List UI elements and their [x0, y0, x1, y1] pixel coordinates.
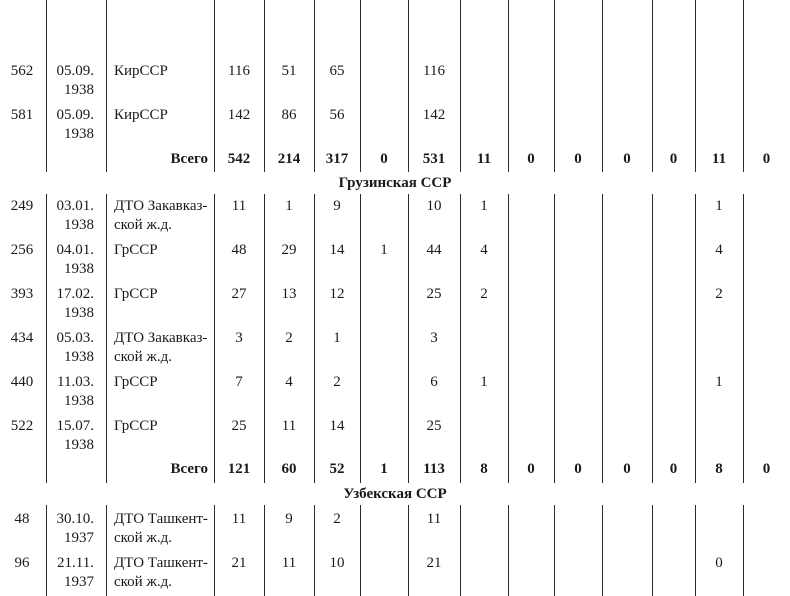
doc-date: 17.02. — [56, 286, 94, 302]
organization: КирССР — [114, 107, 168, 123]
count-cell: 3 — [235, 330, 243, 346]
organization: ДТО Ташкент- — [114, 555, 208, 571]
doc-date: 11.03. — [57, 374, 94, 390]
organization: ДТО Закавказ- — [114, 198, 208, 214]
count-cell: 12 — [329, 286, 345, 302]
total-cell: 317 — [325, 151, 349, 167]
organization: ской ж.д. — [114, 530, 172, 546]
section-heading: Грузинская ССР — [0, 172, 790, 194]
doc-date: 05.09. — [56, 63, 94, 79]
total-cell: 121 — [227, 461, 251, 477]
column-rule — [46, 0, 47, 596]
total-cell: 11 — [476, 151, 492, 167]
doc-number: 581 — [10, 107, 34, 123]
doc-date: 05.03. — [56, 330, 94, 346]
column-rule — [554, 0, 555, 596]
organization: ГрССР — [114, 242, 158, 258]
column-rule — [106, 0, 107, 596]
doc-number: 522 — [10, 418, 34, 434]
count-cell: 25 — [426, 286, 442, 302]
count-cell: 51 — [281, 63, 297, 79]
organization: ГрССР — [114, 374, 158, 390]
count-cell: 14 — [329, 418, 345, 434]
count-cell: 3 — [430, 330, 438, 346]
doc-date: 1938 — [64, 217, 94, 233]
total-cell: 542 — [227, 151, 251, 167]
count-cell: 1 — [480, 198, 488, 214]
count-cell: 10 — [329, 555, 345, 571]
total-cell: 0 — [623, 151, 631, 167]
count-cell: 25 — [426, 418, 442, 434]
count-cell: 9 — [333, 198, 341, 214]
doc-date: 1938 — [64, 349, 94, 365]
doc-date: 1938 — [64, 305, 94, 321]
column-rule — [652, 0, 653, 596]
total-cell: 113 — [423, 461, 445, 477]
count-cell: 2 — [715, 286, 723, 302]
count-cell: 2 — [285, 330, 293, 346]
organization: ДТО Закавказ- — [114, 330, 208, 346]
organization: ГрССР — [114, 418, 158, 434]
doc-number: 256 — [10, 242, 34, 258]
count-cell: 86 — [281, 107, 297, 123]
total-cell: 0 — [574, 461, 582, 477]
doc-number: 440 — [10, 374, 34, 390]
count-cell: 13 — [281, 286, 297, 302]
count-cell: 48 — [231, 242, 247, 258]
count-cell: 11 — [426, 511, 442, 527]
count-cell: 4 — [715, 242, 723, 258]
count-cell: 11 — [281, 418, 297, 434]
count-cell: 11 — [281, 555, 297, 571]
total-cell: 0 — [527, 151, 535, 167]
count-cell: 1 — [285, 198, 293, 214]
doc-number: 562 — [10, 63, 34, 79]
total-cell: 0 — [762, 151, 771, 167]
total-cell: 52 — [329, 461, 345, 477]
total-cell: 11 — [711, 151, 727, 167]
count-cell: 21 — [231, 555, 247, 571]
doc-date: 1937 — [64, 574, 94, 590]
count-cell: 2 — [333, 511, 341, 527]
count-cell: 1 — [380, 242, 388, 258]
total-cell: 60 — [281, 461, 297, 477]
doc-date: 1938 — [64, 393, 94, 409]
doc-number: 434 — [10, 330, 34, 346]
doc-date: 1937 — [64, 530, 94, 546]
count-cell: 9 — [285, 511, 293, 527]
column-rule — [360, 0, 361, 596]
doc-number: 393 — [10, 286, 34, 302]
doc-date: 05.09. — [56, 107, 94, 123]
total-label: Всего — [170, 151, 208, 167]
column-rule — [602, 0, 603, 596]
organization: КирССР — [114, 63, 168, 79]
count-cell: 56 — [329, 107, 345, 123]
total-cell: 0 — [669, 461, 678, 477]
count-cell: 27 — [231, 286, 247, 302]
count-cell: 1 — [715, 198, 723, 214]
count-cell: 11 — [231, 511, 247, 527]
count-cell: 116 — [228, 63, 250, 79]
doc-date: 04.01. — [56, 242, 94, 258]
organization: ской ж.д. — [114, 349, 172, 365]
count-cell: 1 — [333, 330, 341, 346]
total-cell: 8 — [715, 461, 723, 477]
count-cell: 2 — [480, 286, 488, 302]
total-label: Всего — [170, 461, 208, 477]
count-cell: 4 — [285, 374, 293, 390]
doc-date: 1938 — [64, 82, 94, 98]
doc-date: 1938 — [64, 261, 94, 277]
doc-number: 249 — [10, 198, 34, 214]
doc-number: 48 — [14, 511, 30, 527]
total-cell: 0 — [380, 151, 388, 167]
count-cell: 11 — [231, 198, 247, 214]
doc-date: 21.11. — [57, 555, 94, 571]
total-cell: 531 — [422, 151, 446, 167]
doc-date: 03.01. — [56, 198, 94, 214]
count-cell: 1 — [480, 374, 488, 390]
count-cell: 44 — [426, 242, 442, 258]
column-rule — [508, 0, 509, 596]
organization: ской ж.д. — [114, 574, 172, 590]
count-cell: 0 — [715, 555, 723, 571]
count-cell: 10 — [426, 198, 442, 214]
doc-date: 30.10. — [56, 511, 94, 527]
count-cell: 14 — [329, 242, 345, 258]
doc-number: 96 — [14, 555, 30, 571]
count-cell: 65 — [329, 63, 345, 79]
section-heading: Узбекская ССР — [0, 483, 790, 505]
count-cell: 142 — [227, 107, 251, 123]
count-cell: 6 — [430, 374, 438, 390]
total-cell: 8 — [480, 461, 488, 477]
count-cell: 7 — [235, 374, 243, 390]
total-cell: 0 — [669, 151, 678, 167]
count-cell: 29 — [281, 242, 297, 258]
count-cell: 2 — [333, 374, 341, 390]
doc-date: 1938 — [64, 437, 94, 453]
total-cell: 0 — [623, 461, 631, 477]
doc-date: 1938 — [64, 126, 94, 142]
organization: ГрССР — [114, 286, 158, 302]
total-cell: 0 — [574, 151, 582, 167]
total-cell: 0 — [762, 461, 771, 477]
total-cell: 1 — [380, 461, 388, 477]
count-cell: 142 — [422, 107, 446, 123]
count-cell: 25 — [231, 418, 247, 434]
doc-date: 15.07. — [56, 418, 94, 434]
total-cell: 0 — [527, 461, 535, 477]
count-cell: 116 — [423, 63, 445, 79]
count-cell: 1 — [715, 374, 723, 390]
total-cell: 214 — [277, 151, 301, 167]
organization: ДТО Ташкент- — [114, 511, 208, 527]
count-cell: 21 — [426, 555, 442, 571]
column-rule — [743, 0, 744, 596]
count-cell: 4 — [480, 242, 488, 258]
organization: ской ж.д. — [114, 217, 172, 233]
